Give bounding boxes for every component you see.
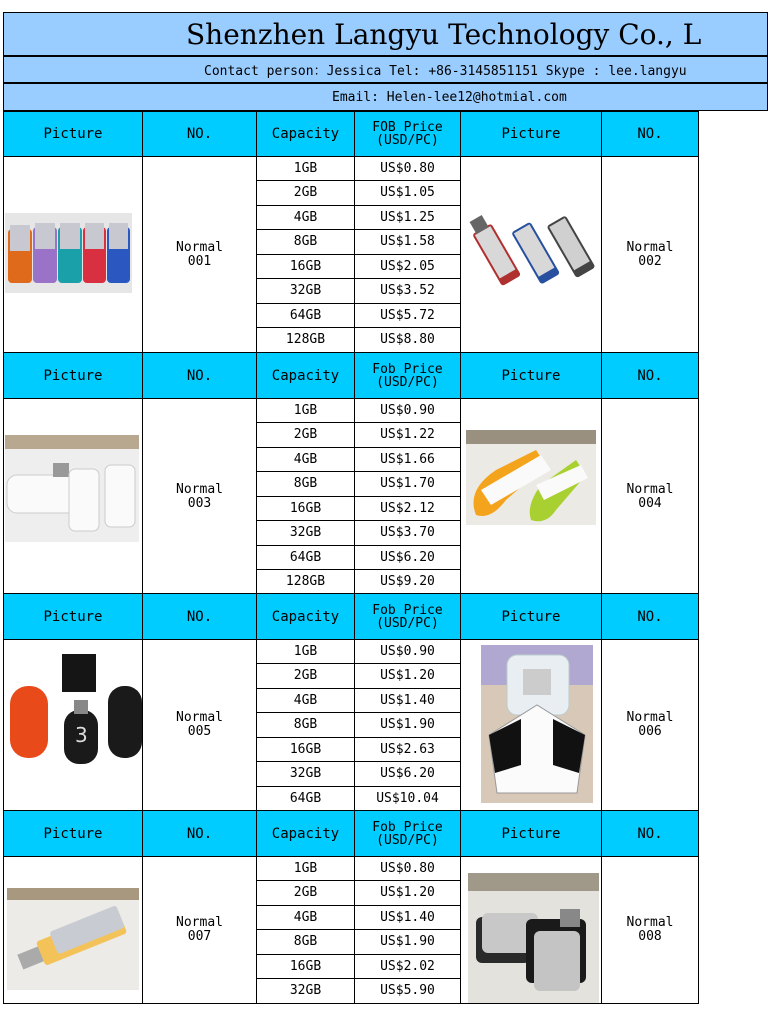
usb-drive-photo-003: [5, 435, 139, 542]
svg-text:3: 3: [75, 723, 88, 747]
header-picture: Picture: [3, 352, 143, 399]
header-fob-price: Fob Price (USD/PC): [354, 810, 461, 857]
capacity-cell: 1GB: [256, 639, 355, 664]
capacity-cell: 32GB: [256, 761, 355, 787]
capacity-cell: 16GB: [256, 954, 355, 979]
capacity-cell: 8GB: [256, 471, 355, 497]
usb-drive-photo-005: [8, 652, 142, 764]
price-cell: US$3.70: [354, 520, 461, 546]
price-cell: US$0.90: [354, 398, 461, 423]
header-picture: Picture: [3, 593, 143, 640]
capacity-cell: 16GB: [256, 254, 355, 279]
capacity-cell: 2GB: [256, 180, 355, 206]
price-cell: US$3.52: [354, 278, 461, 304]
price-cell: US$6.20: [354, 545, 461, 570]
price-cell: US$0.80: [354, 856, 461, 881]
model-number-left: Normal 007: [142, 856, 257, 1004]
header-no: NO.: [142, 352, 257, 399]
header-capacity: Capacity: [256, 111, 355, 157]
capacity-cell: 4GB: [256, 447, 355, 472]
header-no: NO.: [142, 593, 257, 640]
header-fob-price: Fob Price (USD/PC): [354, 352, 461, 399]
contact-line: Contact person：Jessica Tel: +86-3145851151 Skype : lee.langyu: [3, 56, 768, 83]
price-cell: US$2.02: [354, 954, 461, 979]
usb-drive-photo-007: [7, 888, 139, 990]
price-cell: US$5.72: [354, 303, 461, 328]
price-cell: US$2.12: [354, 496, 461, 521]
model-number-right: Normal 002: [601, 156, 699, 353]
price-cell: US$1.58: [354, 229, 461, 255]
price-cell: US$1.22: [354, 422, 461, 448]
header-capacity: Capacity: [256, 810, 355, 857]
capacity-cell: 32GB: [256, 520, 355, 546]
capacity-cell: 64GB: [256, 786, 355, 811]
header-picture-right: Picture: [460, 111, 602, 157]
header-fob-price: Fob Price (USD/PC): [354, 593, 461, 640]
model-number-right: Normal 006: [601, 639, 699, 811]
capacity-cell: 16GB: [256, 496, 355, 521]
header-no: NO.: [142, 111, 257, 157]
header-picture-right: Picture: [460, 593, 602, 640]
header-no: NO.: [142, 810, 257, 857]
price-cell: US$9.20: [354, 569, 461, 595]
header-no-right: NO.: [601, 810, 699, 857]
capacity-cell: 2GB: [256, 880, 355, 906]
price-cell: US$8.80: [354, 327, 461, 353]
price-cell: US$1.40: [354, 905, 461, 930]
capacity-cell: 64GB: [256, 545, 355, 570]
header-picture: Picture: [3, 111, 143, 157]
price-cell: US$5.90: [354, 978, 461, 1004]
price-cell: US$2.63: [354, 737, 461, 762]
header-no-right: NO.: [601, 593, 699, 640]
capacity-cell: 16GB: [256, 737, 355, 762]
company-title: Shenzhen Langyu Technology Co., L: [3, 12, 768, 56]
capacity-cell: 2GB: [256, 422, 355, 448]
usb-drive-photo-006: [481, 645, 593, 803]
model-number-right: Normal 004: [601, 398, 699, 595]
price-cell: US$1.90: [354, 929, 461, 955]
model-number-left: Normal 003: [142, 398, 257, 595]
model-number-left: Normal 005: [142, 639, 257, 811]
capacity-cell: 128GB: [256, 569, 355, 595]
price-cell: US$0.80: [354, 156, 461, 181]
usb-drive-photo-002: [465, 205, 595, 290]
header-fob-price: FOB Price (USD/PC): [354, 111, 461, 157]
model-number-left: Normal 001: [142, 156, 257, 353]
price-cell: US$6.20: [354, 761, 461, 787]
capacity-cell: 32GB: [256, 978, 355, 1004]
price-cell: US$1.20: [354, 663, 461, 689]
capacity-cell: 8GB: [256, 929, 355, 955]
price-cell: US$1.40: [354, 688, 461, 713]
header-no-right: NO.: [601, 111, 699, 157]
header-no-right: NO.: [601, 352, 699, 399]
capacity-cell: 32GB: [256, 278, 355, 304]
capacity-cell: 4GB: [256, 688, 355, 713]
capacity-cell: 8GB: [256, 712, 355, 738]
capacity-cell: 1GB: [256, 398, 355, 423]
capacity-cell: 64GB: [256, 303, 355, 328]
capacity-cell: 4GB: [256, 905, 355, 930]
price-cell: US$0.90: [354, 639, 461, 664]
capacity-cell: 1GB: [256, 156, 355, 181]
header-capacity: Capacity: [256, 352, 355, 399]
price-cell: US$10.04: [354, 786, 461, 811]
price-cell: US$1.90: [354, 712, 461, 738]
usb-drive-photo-004: [466, 430, 596, 525]
price-cell: US$1.70: [354, 471, 461, 497]
model-number-right: Normal 008: [601, 856, 699, 1004]
price-cell: US$1.20: [354, 880, 461, 906]
header-capacity: Capacity: [256, 593, 355, 640]
capacity-cell: 4GB: [256, 205, 355, 230]
capacity-cell: 128GB: [256, 327, 355, 353]
usb-drive-photo-001: [5, 213, 132, 293]
price-cell: US$1.05: [354, 180, 461, 206]
header-picture-right: Picture: [460, 810, 602, 857]
price-cell: US$1.25: [354, 205, 461, 230]
price-cell: US$1.66: [354, 447, 461, 472]
capacity-cell: 1GB: [256, 856, 355, 881]
header-picture: Picture: [3, 810, 143, 857]
usb-drive-photo-008: [468, 873, 599, 1003]
email-line: Email: Helen-lee12@hotmial.com: [3, 83, 768, 111]
capacity-cell: 2GB: [256, 663, 355, 689]
capacity-cell: 8GB: [256, 229, 355, 255]
header-picture-right: Picture: [460, 352, 602, 399]
price-cell: US$2.05: [354, 254, 461, 279]
